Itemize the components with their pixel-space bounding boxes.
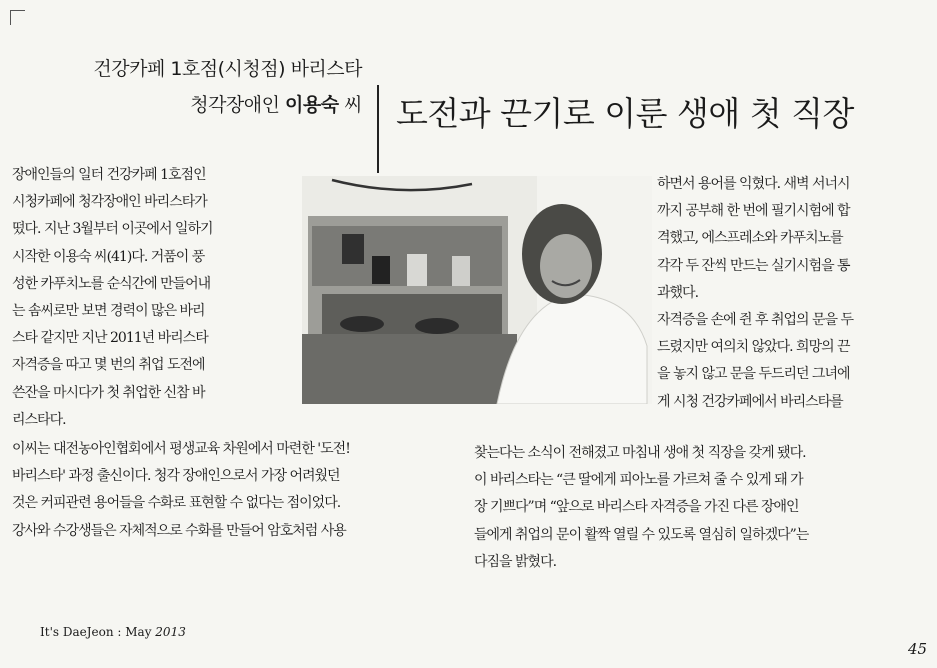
subtitle-line-2 [52,90,362,117]
text-line: 장 기쁘다”며 “앞으로 바리스타 자격증을 가진 다른 장애인 [474,499,799,516]
text-line: 을 놓지 않고 문을 두드리던 그녀에 [657,366,850,383]
text-line: 는 솜씨로만 보면 경력이 많은 바리 [12,302,205,319]
magazine-footer [40,625,186,639]
text-line: 성한 카푸치노를 순식간에 만들어내 [12,275,211,292]
magazine-year: 2013 [155,625,186,639]
text-line: 장애인들의 일터 건강카페 1호점인 [12,167,206,183]
text-line: 자격증을 따고 몇 번의 취업 도전에 [12,357,205,374]
bottom-right-paragraph [474,440,808,576]
text-line: 드렸지만 여의치 않았다. 희망의 끈 [657,339,850,356]
subtitle-name: 이용숙 [285,94,339,116]
text-line: 자격증을 손에 쥔 후 취업의 문을 두 [657,311,854,328]
text-line: 들에게 취업의 문이 활짝 열릴 수 있도록 열심히 일하겠다”는 [474,526,809,543]
left-column [12,162,213,434]
text-line: 시작한 이용숙 씨(41)다. 거품이 풍 [12,248,205,265]
text-line: 찾는다는 소식이 전해졌고 마침내 생애 첫 직장을 갖게 됐다. [474,445,806,461]
crop-mark [10,10,25,25]
text-line: 스타 같지만 지난 2011년 바리스타 [12,330,208,347]
text-line: 이 바리스타는 “큰 딸에게 피아노를 가르쳐 줄 수 있게 돼 가 [474,472,803,489]
right-column [657,171,853,416]
text-line: 떴다. 지난 3월부터 이곳에서 일하기 [12,221,213,238]
text-line: 리스타다. [12,411,66,428]
page-number: 45 [908,640,928,658]
barista-photo [302,176,652,404]
magazine-name: It's DaeJeon : May [40,625,156,639]
subtitle-line-1: 건강카페 1호점(시청점) 바리스타 [93,58,362,80]
text-line: 하면서 용어를 익혔다. 새벽 서너시 [657,176,850,192]
title-divider [377,85,379,173]
text-line: 시청카페에 청각장애인 바리스타가 [12,194,207,211]
text-line: 강사와 수강생들은 자체적으로 수화를 만들어 암호처럼 사용 [12,522,346,539]
text-line: 과했다. [657,284,699,301]
text-line: 바리스타' 과정 출신이다. 청각 장애인으로서 가장 어려웠던 [12,468,340,485]
headline: 도전과 끈기로 이룬 생애 첫 직장 [396,94,854,133]
text-line: 쓴잔을 마시다가 첫 취업한 신참 바 [12,384,205,401]
bottom-left-paragraph [12,436,350,545]
text-line: 까지 공부해 한 번에 필기시험에 합 [657,203,850,220]
text-line: 것은 커피관련 용어들을 수화로 표현할 수 없다는 점이었다. [12,495,341,512]
text-line: 각각 두 잔씩 만드는 실기시험을 통 [657,257,850,274]
text-line: 이씨는 대전농아인협회에서 평생교육 차원에서 마련한 '도전! [12,441,350,457]
text-line: 격했고, 에스프레소와 카푸치노를 [657,230,843,247]
text-line: 게 시청 건강카페에서 바리스타를 [657,393,843,410]
text-line: 다짐을 밝혔다. [474,553,557,570]
subtitle-suffix: 씨 [338,94,362,116]
subtitle-prefix: 청각장애인 [190,94,286,116]
